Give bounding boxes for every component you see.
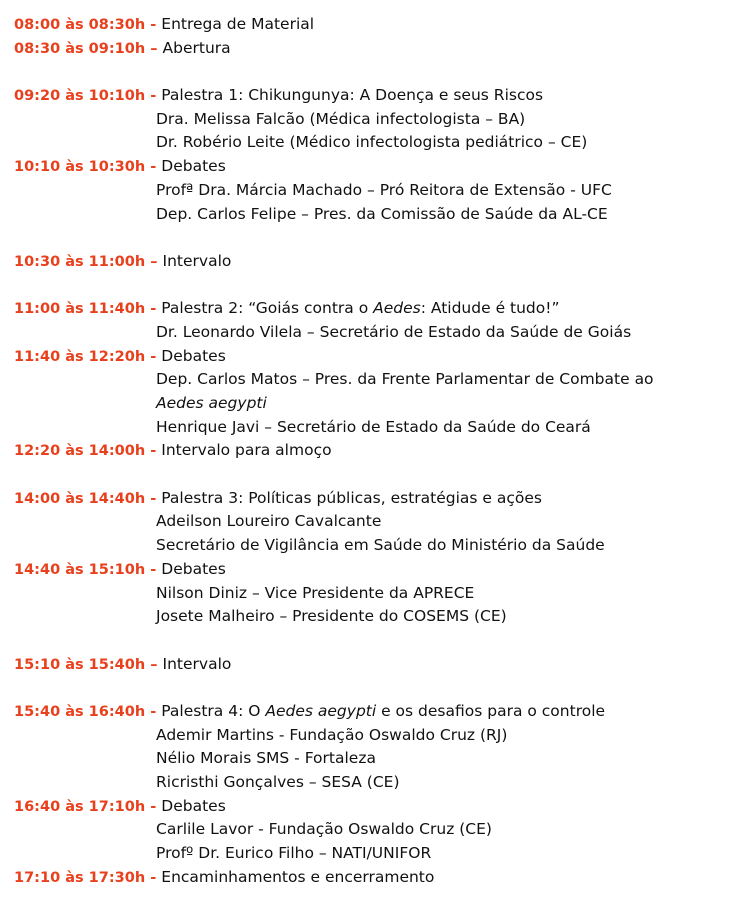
time-separator: - [145, 869, 162, 886]
speaker-line: Ricristhi Gonçalves – SESA (CE) [156, 773, 400, 791]
speaker-line: Profª Dra. Márcia Machado – Pró Reitora de Extensão - UFC [156, 180, 612, 199]
schedule-item-debates-3 [14, 558, 726, 582]
schedule-item-entrega [14, 13, 726, 37]
session-time: 09:20 às 10:10h [14, 88, 146, 105]
time-separator: - [145, 348, 162, 365]
session-time: 11:00 às 11:40h [14, 301, 146, 318]
session-title: Intervalo [162, 654, 232, 673]
session-title-part: Palestra 4: O [161, 701, 266, 720]
speaker-line: Dr. Robério Leite (Médico infectologista pediátrico – CE) [156, 133, 588, 152]
session-title-part: : Atidude é tudo!” [420, 299, 560, 318]
time-separator: - [145, 561, 162, 578]
session-title: Intervalo para almoço [161, 441, 332, 460]
schedule-item-almoco [14, 439, 726, 463]
time-separator: - [145, 88, 162, 105]
session-time: 17:10 às 17:30h [14, 869, 146, 886]
schedule-item-abertura [14, 37, 726, 61]
session-time: 12:20 às 14:00h [14, 443, 146, 460]
schedule-item-debates-4 [14, 795, 726, 819]
session-title: Debates [161, 559, 226, 578]
session-title: Palestra 3: Políticas públicas, estratégias e ações [161, 488, 542, 507]
session-title-italic: Aedes aegypti [265, 701, 377, 720]
schedule-item-palestra-3 [14, 487, 726, 511]
session-time: 14:00 às 14:40h [14, 490, 146, 507]
time-separator: - [145, 490, 162, 507]
schedule-item-intervalo-1 [14, 250, 726, 274]
session-time: 10:10 às 10:30h [14, 159, 146, 176]
time-separator: - [145, 159, 162, 176]
session-time: 16:40 às 17:10h [14, 798, 146, 815]
session-title: Debates [161, 157, 226, 176]
schedule-item-palestra-1 [14, 84, 726, 108]
time-separator: - [145, 443, 162, 460]
session-time: 11:40 às 12:20h [14, 348, 146, 365]
speaker-line: Nilson Diniz – Vice Presidente da APRECE [156, 583, 475, 602]
speaker-line: Adeilson Loureiro Cavalcante [156, 512, 382, 531]
session-time: 08:30 às 09:10h [14, 40, 146, 57]
session-title: Entrega de Material [161, 15, 315, 33]
session-time: 15:40 às 16:40h [14, 703, 146, 720]
schedule-item-palestra-4 [14, 700, 726, 724]
event-schedule [14, 0, 726, 886]
session-time: 08:00 às 08:30h [14, 17, 146, 33]
speaker-line: Aedes aegypti [156, 394, 267, 412]
session-title-italic: Aedes [373, 299, 421, 318]
session-title-part: Palestra 2: “Goiás contra o [161, 299, 374, 318]
speaker-line: Secretário de Vigilância em Saúde do Ministério da Saúde [156, 536, 605, 555]
schedule-item-encerramento [14, 866, 726, 890]
time-separator: – [145, 656, 163, 673]
session-title: Intervalo [162, 251, 232, 270]
session-time: 10:30 às 11:00h [14, 253, 146, 270]
time-separator: – [145, 253, 163, 270]
speaker-line: Dep. Carlos Felipe – Pres. da Comissão de Saúde da AL-CE [156, 204, 608, 223]
session-title: Palestra 1: Chikungunya: A Doença e seus Riscos [161, 86, 544, 105]
speaker-line: Profº Dr. Eurico Filho – NATI/UNIFOR [156, 844, 432, 863]
speaker-line: Henrique Javi – Secretário de Estado da Saúde do Ceará [156, 417, 591, 436]
schedule-item-intervalo-2 [14, 653, 726, 677]
schedule-item-palestra-2 [14, 297, 726, 321]
time-separator: - [145, 798, 162, 815]
session-time: 15:10 às 15:40h [14, 656, 146, 673]
time-separator: – [145, 40, 163, 57]
speaker-line: Josete Malheiro – Presidente do COSEMS (CE) [156, 607, 507, 626]
session-title: Debates [161, 346, 226, 365]
time-separator: - [145, 17, 162, 33]
speaker-line: Nélio Morais SMS - Fortaleza [156, 749, 376, 768]
speaker-line: Dep. Carlos Matos – Pres. da Frente Parlamentar de Combate ao [156, 370, 654, 389]
time-separator: - [145, 301, 162, 318]
speaker-line: Dra. Melissa Falcão (Médica infectologista – BA) [156, 109, 526, 128]
session-title: Encaminhamentos e encerramento [161, 867, 435, 886]
session-time: 14:40 às 15:10h [14, 561, 146, 578]
speaker-line: Dr. Leonardo Vilela – Secretário de Estado da Saúde de Goiás [156, 322, 632, 341]
session-title: Abertura [162, 38, 231, 57]
session-title: Debates [161, 796, 226, 815]
schedule-item-debates-1 [14, 155, 726, 179]
speaker-line: Ademir Martins - Fundação Oswaldo Cruz (RJ) [156, 725, 508, 744]
time-separator: - [145, 703, 162, 720]
speaker-line: Carlile Lavor - Fundação Oswaldo Cruz (CE) [156, 820, 492, 839]
schedule-item-debates-2 [14, 345, 726, 369]
session-title-part: e os desafios para o controle [376, 701, 606, 720]
